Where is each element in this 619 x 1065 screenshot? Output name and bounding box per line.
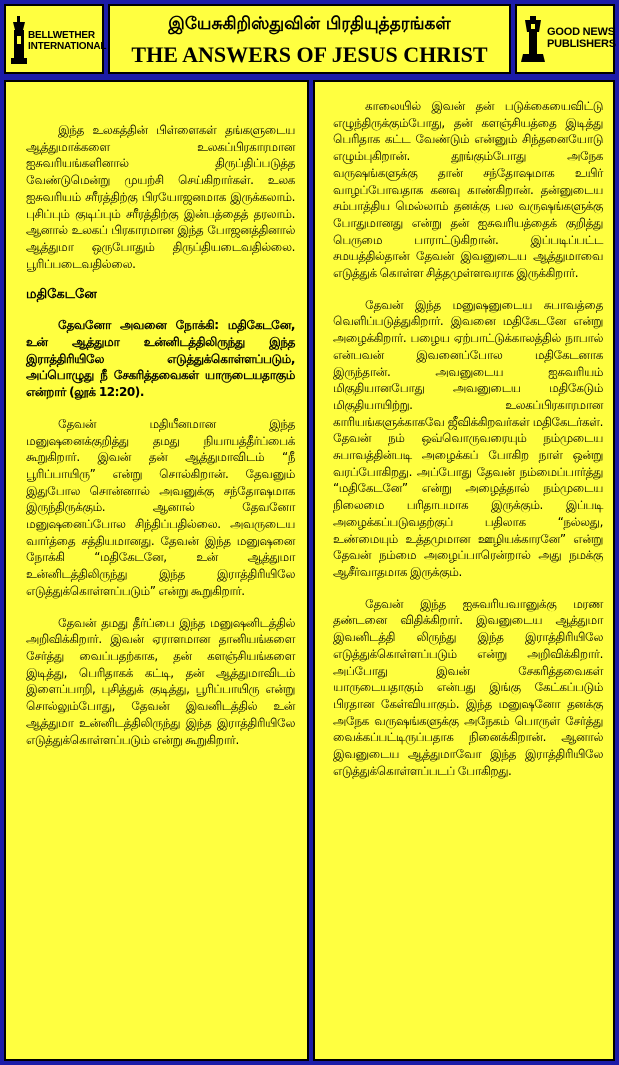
logo-line: BELLWETHER [28,30,95,41]
paragraph: தேவன் இந்த மனுஷனுடைய சுபாவத்தை வெளிப்படுத்துகிறார். இவனை மதிகேடனே என்று அழைக்கிறார். பழைய ஏற்பாட்டுக்காலத்தில் நாபால் என்பவன் இவனைப்போல மதிகேடனாக இருந்தான். அவனுடைய ஐசுவரியம் மிகுதியானபோது அவனுடைய மதிகேடும் மிகுதியாயிற்று. உலகப்பிரகாரமான காரியங்களுக்காகவே ஜீவிக்கிறவர்கள் மதிகேடர்கள். தேவன் நம் ஒவ்வொருவரையும் நம்முடைய சுபாவத்தின்படி அழைக்கப் போகிற நாள் ஒன்று வரப்போகிறது. அப்போது தேவன் நம்மைப்பார்த்து “மதிகேடனே” என்று அழைத்தால் நம்முடைய நிலைமை பரிதாபமாக இருக்கும். இப்படி அழைக்கப்படுவதற்குப் பதிலாக “நல்லது, உண்மையும் உத்தமுமான ஊழியக்காரனே” என்று தேவன் நம்மை அழைப்பாரென்றால் அது நமக்கு ஆசீர்வாதமாக இருக்கும். [333,297,603,579]
logo-line: GOOD NEWS [547,26,615,38]
paragraph: தேவன் தமது தீர்ப்பை இந்த மனுஷனிடத்தில் அறிவிக்கிறார். இவன் ஏராளமான தானியங்களை சேர்த்து வைப்பதற்காக, தன் களஞ்சியங்களை இடித்து, பெரிதாகக் கட்டி, தன் ஆத்துமாவிடம் இளைப்பாறி, புசித்துக் குடித்து, பூரிப்பாயிரு என்று சொல்லும்போது, தேவன் இவனிடத்தில் உன் ஆத்துமா உன்னிடத்திலிருந்து இந்த இராத்திரியிலே எடுத்துக்கொள்ளப்படும் என்று கூறுகிறார். [26,615,295,747]
paragraph: இந்த உலகத்தின் பிள்ளைகள் தங்களுடைய ஆத்துமாக்களை உலகப்பிரகாரமான ஐசுவரியங்களினால் திருப்திப்படுத்த வேண்டுமென்று முயற்சி செய்கிறார்கள். உலக ஐசுவரியம் சரீரத்திற்கு பிரயோஜனமாக இருக்கலாம். புசிப்பும் குடிப்பும் சரீரத்திற்கு இன்பத்தைத் தரலாம். ஆனால் உலகப் பிரகாரமான இந்த போஜனத்தினால் ஆத்துமா ஒருபோதும் திருப்தியடைவதில்லை. பூரிப்படைவதில்லை. [26,123,295,271]
paragraph: தேவன் இந்த ஐசுவரியவானுக்கு மரண தண்டனை விதிக்கிறார். இவனுடைய ஆத்துமா இவனிடத்தி லிருந்து இந்த இராத்திரியிலே எடுத்துக்கொள்ளப்படும் என்று அறிவிக்கிறார். அப்போது இவன் சேகரித்தவைகள் யாருடையதாகும் என்பது இங்கு கேட்கப்படும் பிரதான கேள்வியாகும். இந்த மனுஷனோ தனக்கு அநேக வருஷங்களுக்கு அநேகம் பொருள் சேர்த்து வைக்கப்பட்டிருப்பதாக நினைக்கிறான். ஆனால் இவனுடைய ஆத்துமாவோ இந்த இராத்திரியிலே எடுத்துக்கொள்ளப்படப் போகிறது. [333,596,603,778]
paragraph: தேவன் மதியீனமான இந்த மனுஷனைக்குறித்து தமது நியாயத்தீர்ப்பைக் கூறுகிறார். இவன் தன் ஆத்துமாவிடம் “நீ பூரிப்பாயிரு” என்று சொல்கிறான். தேவனும் இதுபோல சொன்னால் அவனுக்கு சந்தோஷமாக இருந்திருக்கும். ஆனால் தேவனோ மனுஷனைப்போல சிந்திப்பதில்லை. அவருடைய வார்த்தை சத்தியமானது. தேவன் இந்த மனுஷனை நோக்கி “மதிகேடனே, உன் ஆத்துமா உன்னிடத்திலிருந்து இந்த இராத்திரியிலே எடுத்துக்கொள்ளப்படும்” என்று கூறுகிறார். [26,416,295,598]
logo-line: INTERNATIONAL [28,41,107,52]
good-news-publishers-logo [515,4,615,74]
logo-line: PUBLISHERS [547,38,616,50]
tamil-title: இயேசுகிறிஸ்துவின் பிரதியுத்தரங்கள் [168,14,451,34]
bellwether-logo [4,4,107,74]
left-column [4,80,309,1061]
right-column [313,80,615,1061]
paragraph: காலையில் இவன் தன் படுக்கையைவிட்டு எழுந்திருக்கும்போது, தன் களஞ்சியத்தை இடித்து பெரிதாக கட்ட வேண்டும் என்னும் சிந்தனையோடு எழும்புகிறான். தூங்கும்போது அநேக வருஷங்களுக்கு தான் சந்தோஷமாக உயிர் வாழப்போவதாக கனவு காண்கிறான். தன்னுடைய சம்பாத்திய மெல்லாம் தனக்கு பல வருஷங்களுக்கு போதுமானது என்று தன் ஐசுவரியத்தைக் குறித்து பெருமை பாராட்டுகிறான். இப்படிப்பட்ட சமயத்தில்தான் தேவன் இவனுடைய ஆத்துமாவை எடுத்துக் கொள்ள சித்தமுள்ளவராக இருக்கிறார். [333,99,603,281]
title-banner [108,4,511,74]
scripture-quote: தேவனோ அவனை நோக்கி: மதிகேடனே, உன் ஆத்துமா உன்னிடத்திலிருந்து இந்த இராத்திரியிலே எடுத்துக்கொள்ளப்படும், அப்பொழுது நீ சேகரித்தவைகள் யாருடையதாகும் என்றார் (லூக் 12:20). [26,318,295,400]
english-title: THE ANSWERS OF JESUS CHRIST [131,42,488,67]
bell-tower-icon [10,16,28,66]
lamp-icon [521,16,545,66]
section-heading: மதிகேடனே [26,287,97,303]
